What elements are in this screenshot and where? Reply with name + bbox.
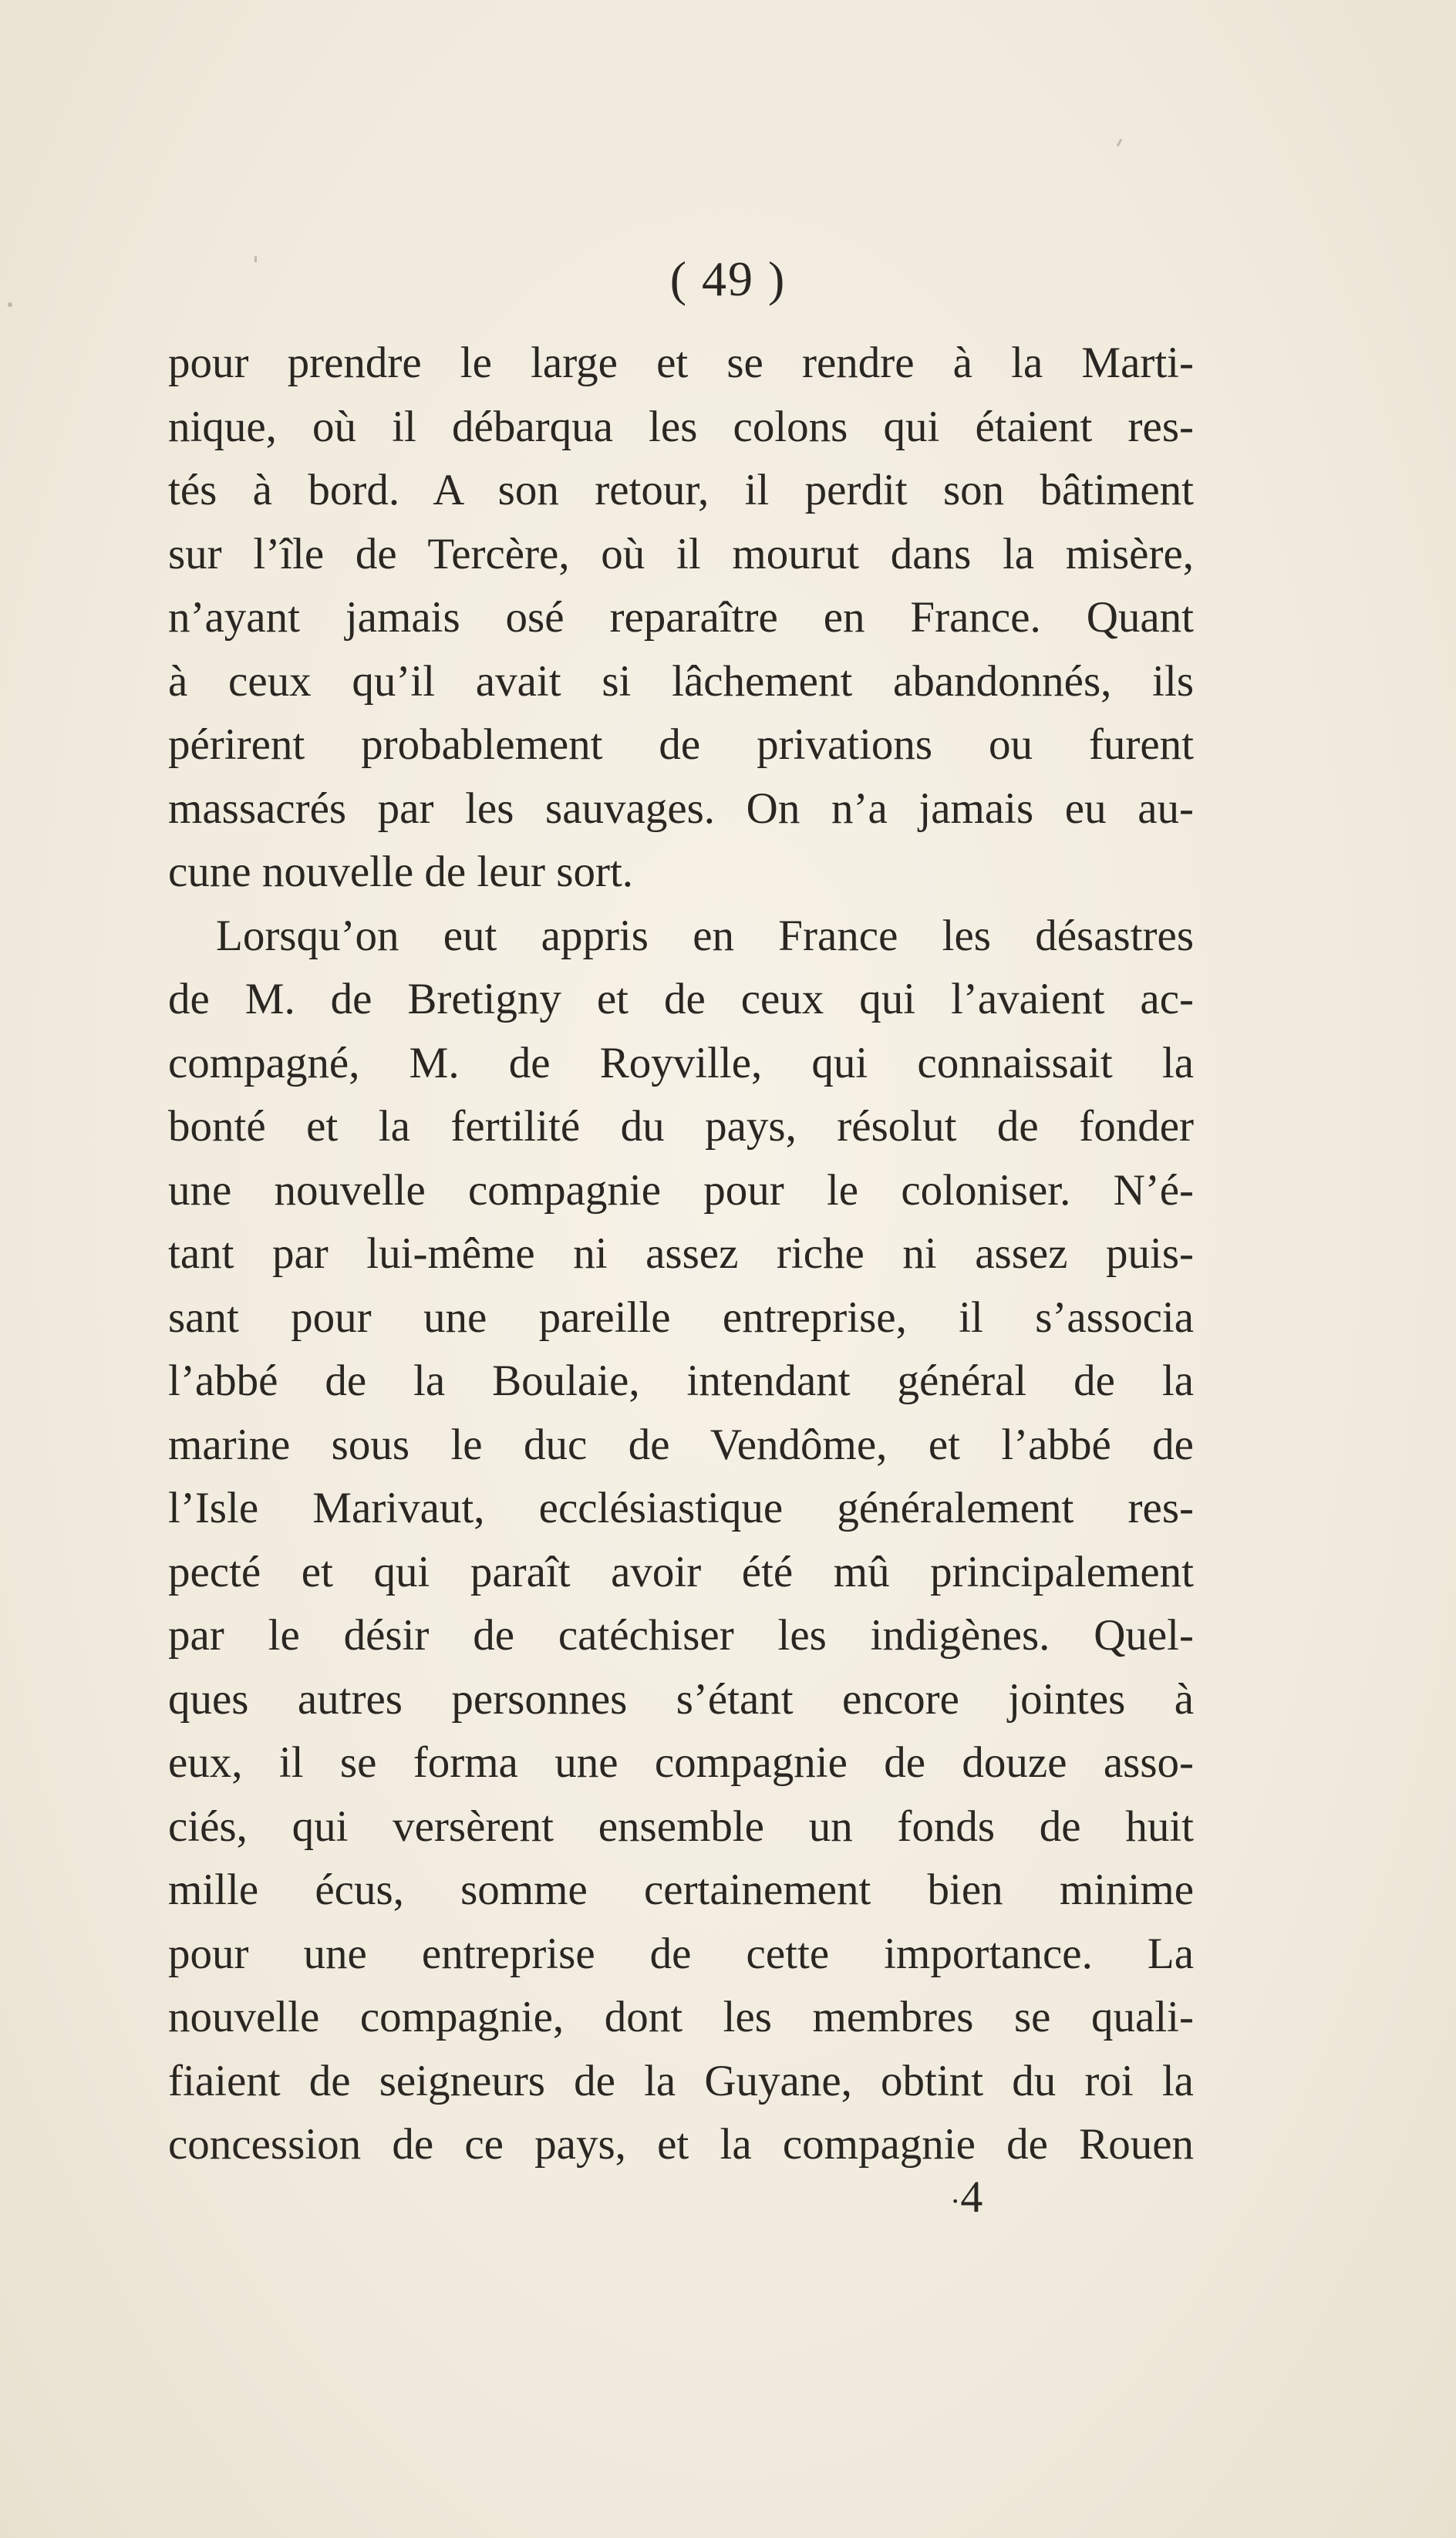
text-line: massacrés par les sauvages. On n’a jamais eu au-	[168, 784, 1194, 833]
text-line: l’Isle Marivaut, ecclésiastique généralement res-	[168, 1484, 1194, 1532]
text-line: tant par lui-même ni assez riche ni assez puis-	[168, 1229, 1194, 1278]
text-line: fiaient de seigneurs de la Guyane, obtint du roi la	[168, 2056, 1194, 2105]
text-line: sur l’île de Tercère, où il mourut dans la misère,	[168, 529, 1194, 578]
text-line: pour prendre le large et se rendre à la Marti-	[168, 339, 1194, 387]
text-line: cune nouvelle de leur sort.	[168, 848, 634, 896]
text-line: n’ayant jamais osé reparaître en France. Quant	[168, 593, 1194, 642]
paragraph	[168, 905, 1194, 2177]
signature-mark	[950, 2172, 983, 2222]
text-line: l’abbé de la Boulaie, intendant général de la	[168, 1357, 1194, 1405]
text-line: bonté et la fertilité du pays, résolut de fonder	[168, 1102, 1194, 1151]
paragraph	[168, 332, 1194, 905]
text-line: ciés, qui versèrent ensemble un fonds de huit	[168, 1802, 1194, 1851]
text-line: tés à bord. A son retour, il perdit son bâtiment	[168, 466, 1194, 514]
text-line: à ceux qu’il avait si lâchement abandonnés, ils	[168, 656, 1194, 706]
text-line: marine sous le duc de Vendôme, et l’abbé de	[168, 1420, 1194, 1469]
text-line: pecté et qui paraît avoir été mû principalement	[168, 1547, 1194, 1596]
text-line: nique, où il débarqua les colons qui étaient res-	[168, 402, 1194, 451]
text-line: pour une entreprise de cette importance. La	[168, 1929, 1194, 1978]
text-line: de M. de Bretigny et de ceux qui l’avaient ac-	[168, 975, 1194, 1023]
signature-dot: ·	[950, 2183, 961, 2219]
paper-speck	[1117, 139, 1123, 147]
text-line: par le désir de catéchiser les indigènes. Quel-	[168, 1611, 1194, 1660]
text-line: compagné, M. de Royville, qui connaissait la	[168, 1038, 1194, 1087]
signature-number: 4	[960, 2172, 983, 2222]
body-text	[168, 332, 1194, 2177]
text-line: une nouvelle compagnie pour le coloniser. N’é-	[168, 1165, 1194, 1215]
text-line: sant pour une pareille entreprise, il s’associa	[168, 1293, 1194, 1342]
text-line: Lorsqu’on eut appris en France les désastres	[216, 911, 1194, 960]
text-line: mille écus, somme certainement bien minime	[168, 1866, 1194, 1914]
text-line: périrent probablement de privations ou furent	[168, 720, 1194, 769]
text-line: nouvelle compagnie, dont les membres se quali-	[168, 1993, 1194, 2041]
text-line: ques autres personnes s’étant encore jointes à	[168, 1674, 1194, 1724]
text-line: eux, il se forma une compagnie de douze asso-	[168, 1738, 1194, 1787]
text-line: concession de ce pays, et la compagnie de Rouen	[168, 2120, 1194, 2169]
page-number-header: ( 49 )	[669, 251, 787, 306]
